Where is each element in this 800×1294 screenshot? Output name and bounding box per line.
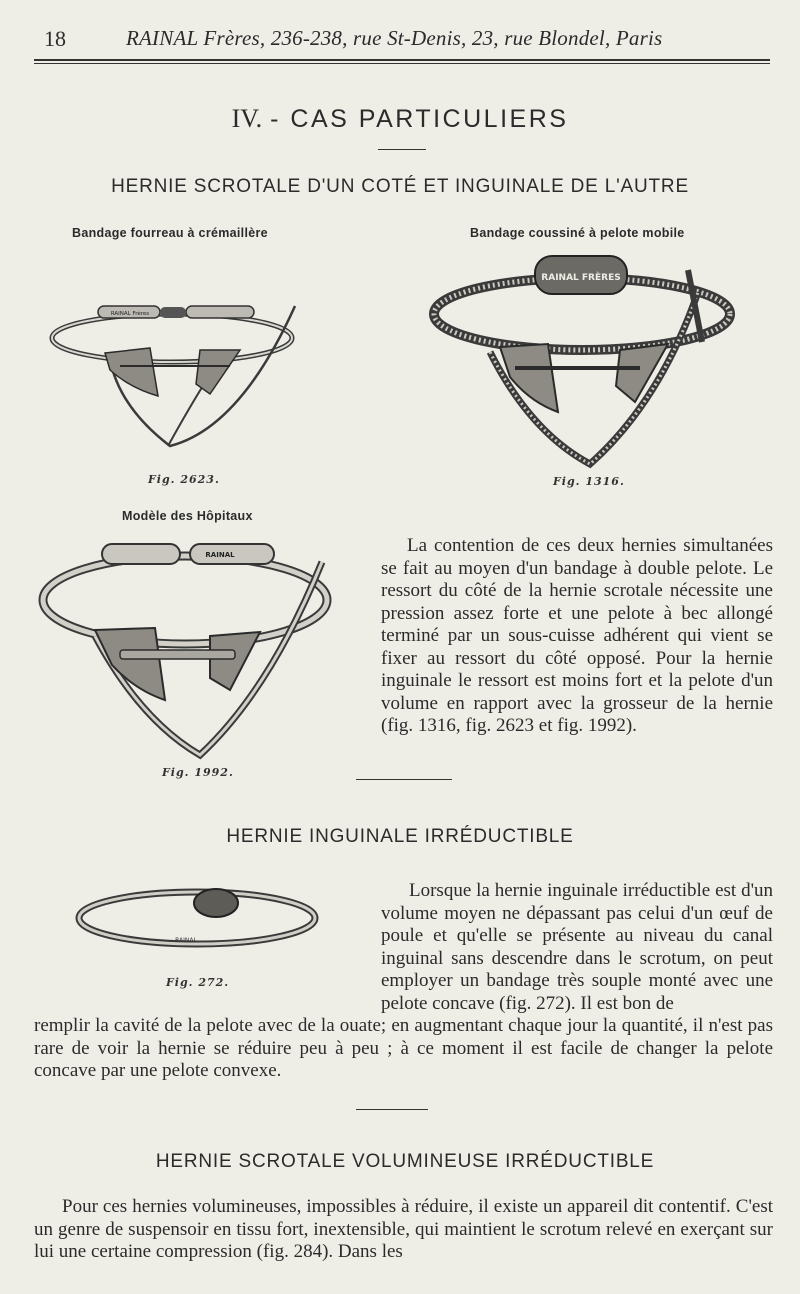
chapter-title [0,104,800,134]
fig-1992-label: Fig. 1992. [162,766,234,779]
section-divider-2 [356,1109,428,1110]
section-heading-scrotale-volumineuse: HERNIE SCROTALE VOLUMINEUSE IRRÉDUCTIBLE [155,1151,655,1172]
running-head: RAINAL Frères, 236-238, rue St-Denis, 23, rue Blondel, Paris [126,26,663,50]
section-divider-1 [356,779,452,780]
fig-272-engraving: RAINAL [175,937,197,944]
fig-1316-label: Fig. 1316. [553,475,625,488]
section2-paragraph-indented: Lorsque la hernie inguinale irréductible est d'un volume moyen ne dépassant pas celui d'un œuf de poule et qu'elle se présente au niveau du canal inguinal sans descendre dans le scrotum, on peut employer un bandage très souple monté avec une pelote concave (fig. 272). Il est bon de [381,880,773,1014]
truss-illustration-fig-1992 [40,540,335,760]
page-number: 18 [44,26,66,51]
section2-paragraph-full: remplir la cavité de la pelote avec de la ouate; en augmentant chaque jour la quantité, il n'est pas rare de voir la hernie se réduire peu à peu ; à ce moment il est facile de changer la pelote concave par une pelote convexe. [34,1015,773,1081]
truss-illustration-fig-2623 [50,298,305,458]
title-divider [378,149,426,150]
section1-paragraph: La contention de ces deux hernies simultanées se fait au moyen d'un bandage à double pelote. Le ressort du côté de la hernie scrotale nécessite une pression assez forte et une pelote à bec allongé terminé par un sous-cuisse adhérent qui vient se fixer au ressort du côté opposé. Pour la hernie inguinale le ressort est moins fort et la pelote d'un volume en rapport avec la grosseur de la hernie (fig. 1316, fig. 2623 et fig. 1992). [381,535,773,736]
section3-paragraph: Pour ces hernies volumineuses, impossibles à réduire, il existe un appareil dit contentif. C'est un genre de suspensoir en tissu fort, inextensible, qui maintient le scrotum relevé en exerçant sur lui une certaine compression (fig. 284). Dans les [34,1196,773,1262]
fig-2623-label: Fig. 2623. [148,473,220,486]
section-heading-scrotale-inguinale: HERNIE SCROTALE D'UN COTÉ ET INGUINALE DE L'AUTRE [111,176,689,197]
fig-2623-engraving: RAINAL Frères [110,311,150,317]
truss-illustration-fig-1316 [430,252,740,472]
truss-illustration-fig-272 [76,884,321,956]
header-rule [34,59,770,61]
fig-272-label: Fig. 272. [166,976,230,989]
chapter-number: IV. [231,104,263,133]
fig-1992-caption: Modèle des Hôpitaux [122,509,253,523]
fig-1316-caption: Bandage coussiné à pelote mobile [470,226,685,240]
fig-1992-engraving: RAINAL [205,551,235,559]
header-rule-thin [34,63,770,64]
fig-2623-caption: Bandage fourreau à crémaillère [72,226,268,240]
section-heading-inguinale-irreductible: HERNIE INGUINALE IRRÉDUCTIBLE [226,826,574,847]
chapter-title-text: - CAS PARTICULIERS [270,105,569,133]
fig-1316-engraving: RAINAL FRÈRES [541,273,621,283]
